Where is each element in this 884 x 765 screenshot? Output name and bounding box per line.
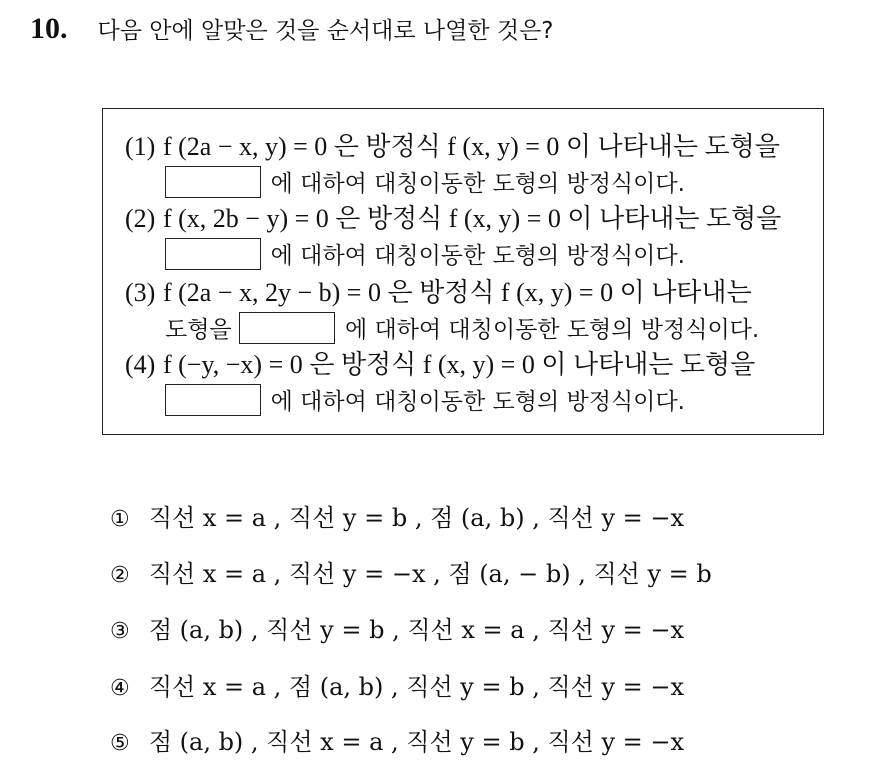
answer-blank <box>165 384 261 416</box>
choice-1[interactable] <box>110 498 684 538</box>
choice-3[interactable] <box>110 610 684 650</box>
question-text: 다음 안에 알맞은 것을 순서대로 나열한 것은? <box>97 18 554 44</box>
choice-text: 직선 x = a , 점 (a, b) , 직선 y = b , 직선 y = −x <box>148 673 685 701</box>
answer-blank <box>165 166 261 198</box>
statement-label: (2) <box>125 204 156 233</box>
choice-mark: ① <box>110 507 130 532</box>
statement-box <box>102 108 824 435</box>
choice-5[interactable] <box>110 722 684 762</box>
statement-label: (4) <box>125 350 156 379</box>
choice-text: 직선 x = a , 직선 y = b , 점 (a, b) , 직선 y = −x <box>148 504 685 532</box>
choice-text: 점 (a, b) , 직선 x = a , 직선 y = b , 직선 y = −x <box>148 728 685 756</box>
choice-4[interactable] <box>110 667 684 707</box>
choice-mark: ④ <box>110 676 130 701</box>
statement-line: f (−y, −x) = 0 은 방정식 f (x, y) = 0 이 나타내는 도형을 <box>162 350 756 379</box>
statement-label: (3) <box>125 278 156 307</box>
statement-line: f (2a − x, y) = 0 은 방정식 f (x, y) = 0 이 나타내는 도형을 <box>162 132 780 161</box>
question-header <box>30 12 554 48</box>
choice-mark: ⑤ <box>110 731 130 756</box>
choice-mark: ② <box>110 563 130 588</box>
choice-mark: ③ <box>110 619 130 644</box>
answer-blank <box>239 312 335 344</box>
statement-line-prefix: 도형을 <box>165 317 232 343</box>
choice-text: 직선 x = a , 직선 y = −x , 점 (a, − b) , 직선 y = b <box>148 560 712 588</box>
statement-line-suffix: 에 대하여 대칭이동한 도형의 방정식이다. <box>270 243 685 269</box>
statement-line-suffix: 에 대하여 대칭이동한 도형의 방정식이다. <box>270 389 685 415</box>
statement-line: f (2a − x, 2y − b) = 0 은 방정식 f (x, y) = 0 이 나타내는 <box>162 278 752 307</box>
statement-line-suffix: 에 대하여 대칭이동한 도형의 방정식이다. <box>270 171 685 197</box>
question-number: 10. <box>30 12 68 45</box>
choice-text: 점 (a, b) , 직선 y = b , 직선 x = a , 직선 y = −x <box>148 616 685 644</box>
answer-blank <box>165 238 261 270</box>
choice-2[interactable] <box>110 554 712 594</box>
statement-line: f (x, 2b − y) = 0 은 방정식 f (x, y) = 0 이 나타내는 도형을 <box>162 204 782 233</box>
statement-label: (1) <box>125 132 156 161</box>
statement-line-suffix: 에 대하여 대칭이동한 도형의 방정식이다. <box>344 317 760 343</box>
